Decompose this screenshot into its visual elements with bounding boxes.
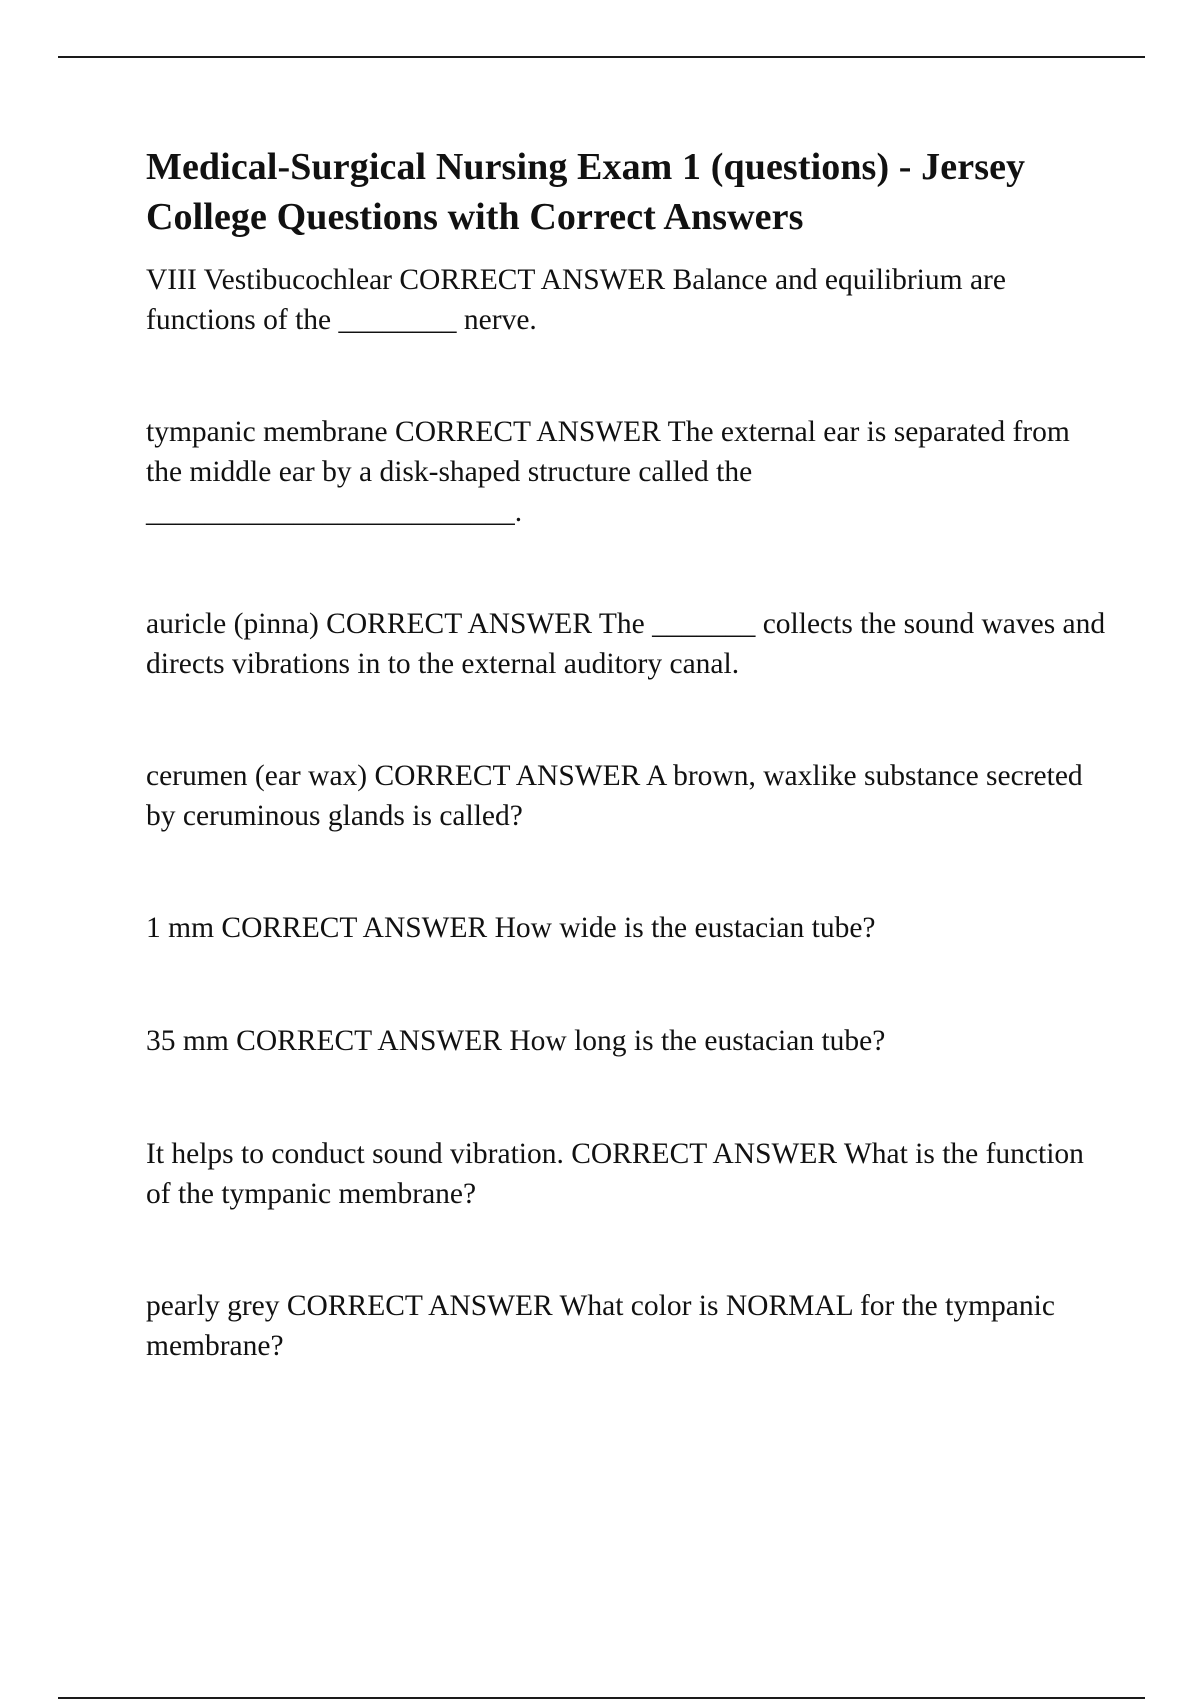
qa-item-8: pearly grey CORRECT ANSWER What color is NORMAL for the tympanic membrane?: [146, 1290, 1055, 1362]
qa-item-6: 35 mm CORRECT ANSWER How long is the eustacian tube?: [146, 1025, 886, 1057]
qa-item-7: It helps to conduct sound vibration. CORRECT ANSWER What is the function of the tympanic membrane?: [146, 1138, 1084, 1210]
qa-item-5: 1 mm CORRECT ANSWER How wide is the eustacian tube?: [146, 912, 876, 944]
qa-item-3: auricle (pinna) CORRECT ANSWER The _______ collects the sound waves and directs vibrations in to the external auditory canal.: [146, 608, 1106, 680]
qa-item-4: cerumen (ear wax) CORRECT ANSWER A brown, waxlike substance secreted by ceruminous glands is called?: [146, 760, 1083, 832]
document-body: [146, 142, 1106, 1438]
qa-item-1: VIII Vestibucochlear CORRECT ANSWER Balance and equilibrium are functions of the ________ nerve.: [146, 264, 1006, 336]
qa-item-2: tympanic membrane CORRECT ANSWER The external ear is separated from the middle ear by a disk-shaped structure called the _________________________.: [146, 416, 1070, 528]
footer-rule: [58, 1697, 1145, 1699]
header-rule: [58, 56, 1145, 58]
qa-list: [146, 260, 1106, 1366]
document-title: Medical-Surgical Nursing Exam 1 (questions) - Jersey College Questions with Correct Answers: [146, 146, 1026, 238]
